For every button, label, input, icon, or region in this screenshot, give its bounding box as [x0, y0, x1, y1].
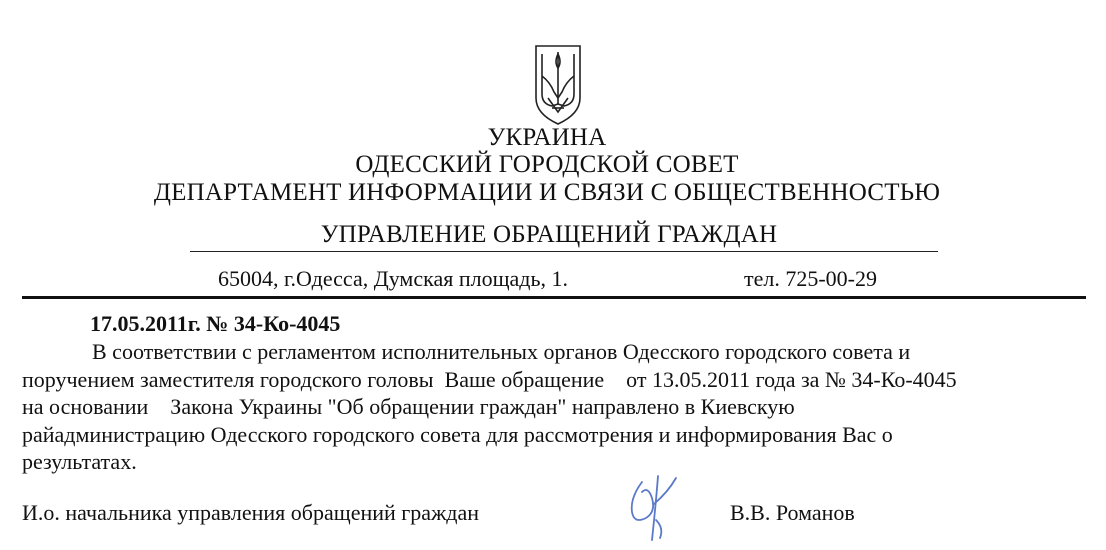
header-divider-thin: [190, 251, 938, 252]
body-line: В соответствии с регламентом исполнительных органов Одесского городского совета и: [92, 339, 911, 364]
handwritten-signature-icon: [612, 468, 692, 546]
signatory-name: В.В. Романов: [730, 500, 855, 525]
signatory-role: И.о. начальника управления обращений граждан: [22, 500, 479, 525]
letter-body: [22, 338, 1090, 476]
header-phone: тел. 725-00-29: [744, 266, 878, 291]
body-line: райадминистрацию Одесского городского совета для рассмотрения и информирования Вас о: [22, 421, 893, 447]
header-department: ДЕПАРТАМЕНТ ИНФОРМАЦИИ И СВЯЗИ С ОБЩЕСТВЕННОСТЬЮ: [153, 179, 941, 206]
header-country: УКРАИНА: [487, 124, 607, 151]
header-division: УПРАВЛЕНИЕ ОБРАЩЕНИЙ ГРАЖДАН: [320, 221, 778, 248]
body-line: на основании Закона Украины "Об обращении граждан" направлено в Киевскую: [22, 394, 795, 419]
trident-coat-of-arms-icon: [530, 42, 586, 126]
header-council: ОДЕССКИЙ ГОРОДСКОЙ СОВЕТ: [355, 151, 739, 178]
body-line: результатах.: [22, 449, 137, 474]
header-address: 65004, г.Одесса, Думская площадь, 1.: [218, 266, 569, 291]
header-divider-thick: [22, 296, 1086, 299]
body-line: поручением заместителя городского головы Ваше обращение от 13.05.2011 года за № 34-Ко-4045: [22, 366, 957, 392]
letter-date-number: 17.05.2011г. № 34-Ко-4045: [90, 311, 341, 336]
